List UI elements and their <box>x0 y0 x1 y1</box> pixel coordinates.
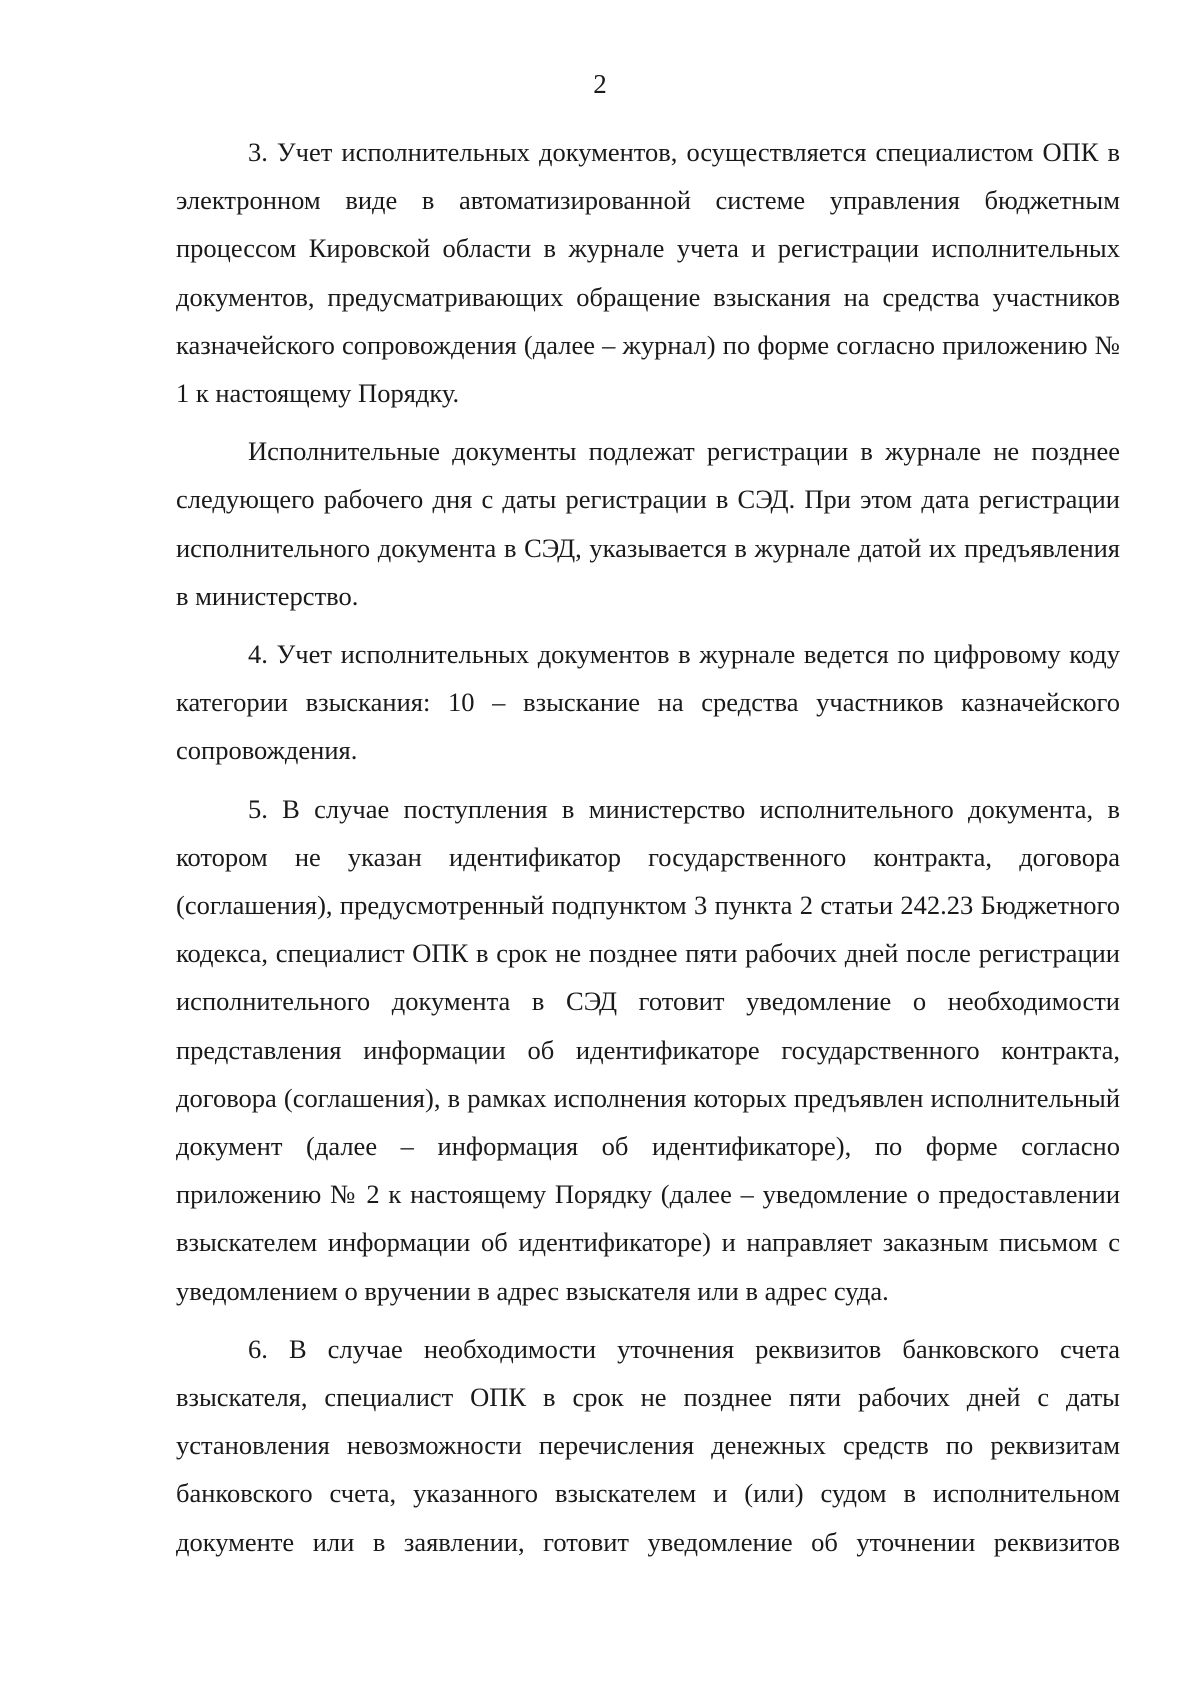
paragraph-item-6: 6. В случае необходимости уточнения реквизитов банковского счета взыскателя, специалист ОПК в срок не позднее пяти рабочих дней с даты установления невозможности перечисления денежных средств по реквизитам банковского счета, указанного взыскателем и (или) судом в исполнительном документе или в заявлении, готовит уведомление об уточнении реквизитов <box>176 1333 1120 1557</box>
paragraph-item-3: 3. Учет исполнительных документов, осуществляется специалистом ОПК в электронном виде в автоматизированной системе управления бюджетным процессом Кировской области в журнале учета и регистрации исполнительных документов, предусматривающих обращение взыскания на средства участников казначейского сопровождения (далее – журнал) по форме согласно приложению № 1 к настоящему Порядку. <box>176 137 1120 409</box>
document-body <box>176 128 1120 1576</box>
paragraph-item-5: 5. В случае поступления в министерство исполнительного документа, в котором не указан идентификатор государственного контракта, договора (соглашения), предусмотренный подпунктом 3 пункта 2 статьи 242.23 Бюджетного кодекса, специалист ОПК в срок не позднее пяти рабочих дней после регистрации исполнительного документа в СЭД готовит уведомление о необходимости представления информации об идентификаторе государственного контракта, договора (соглашения), в рамках исполнения которых предъявлен исполнительный документ (далее – информация об идентификаторе), по форме согласно приложению № 2 к настоящему Порядку (далее – уведомление о предоставлении взыскателем информации об идентификаторе) и направляет заказным письмом с уведомлением о вручении в адрес взыскателя или в адрес суда. <box>176 793 1120 1306</box>
paragraph-item-4: 4. Учет исполнительных документов в журнале ведется по цифровому коду категории взыскания: 10 – взыскание на средства участников казначейского сопровождения. <box>176 639 1120 766</box>
page-number: 2 <box>593 69 607 99</box>
paragraph-registration-deadline: Исполнительные документы подлежат регистрации в журнале не позднее следующего рабочего дня с даты регистрации в СЭД. При этом дата регистрации исполнительного документа в СЭД, указывается в журнале датой их предъявления в министерство. <box>176 436 1120 611</box>
